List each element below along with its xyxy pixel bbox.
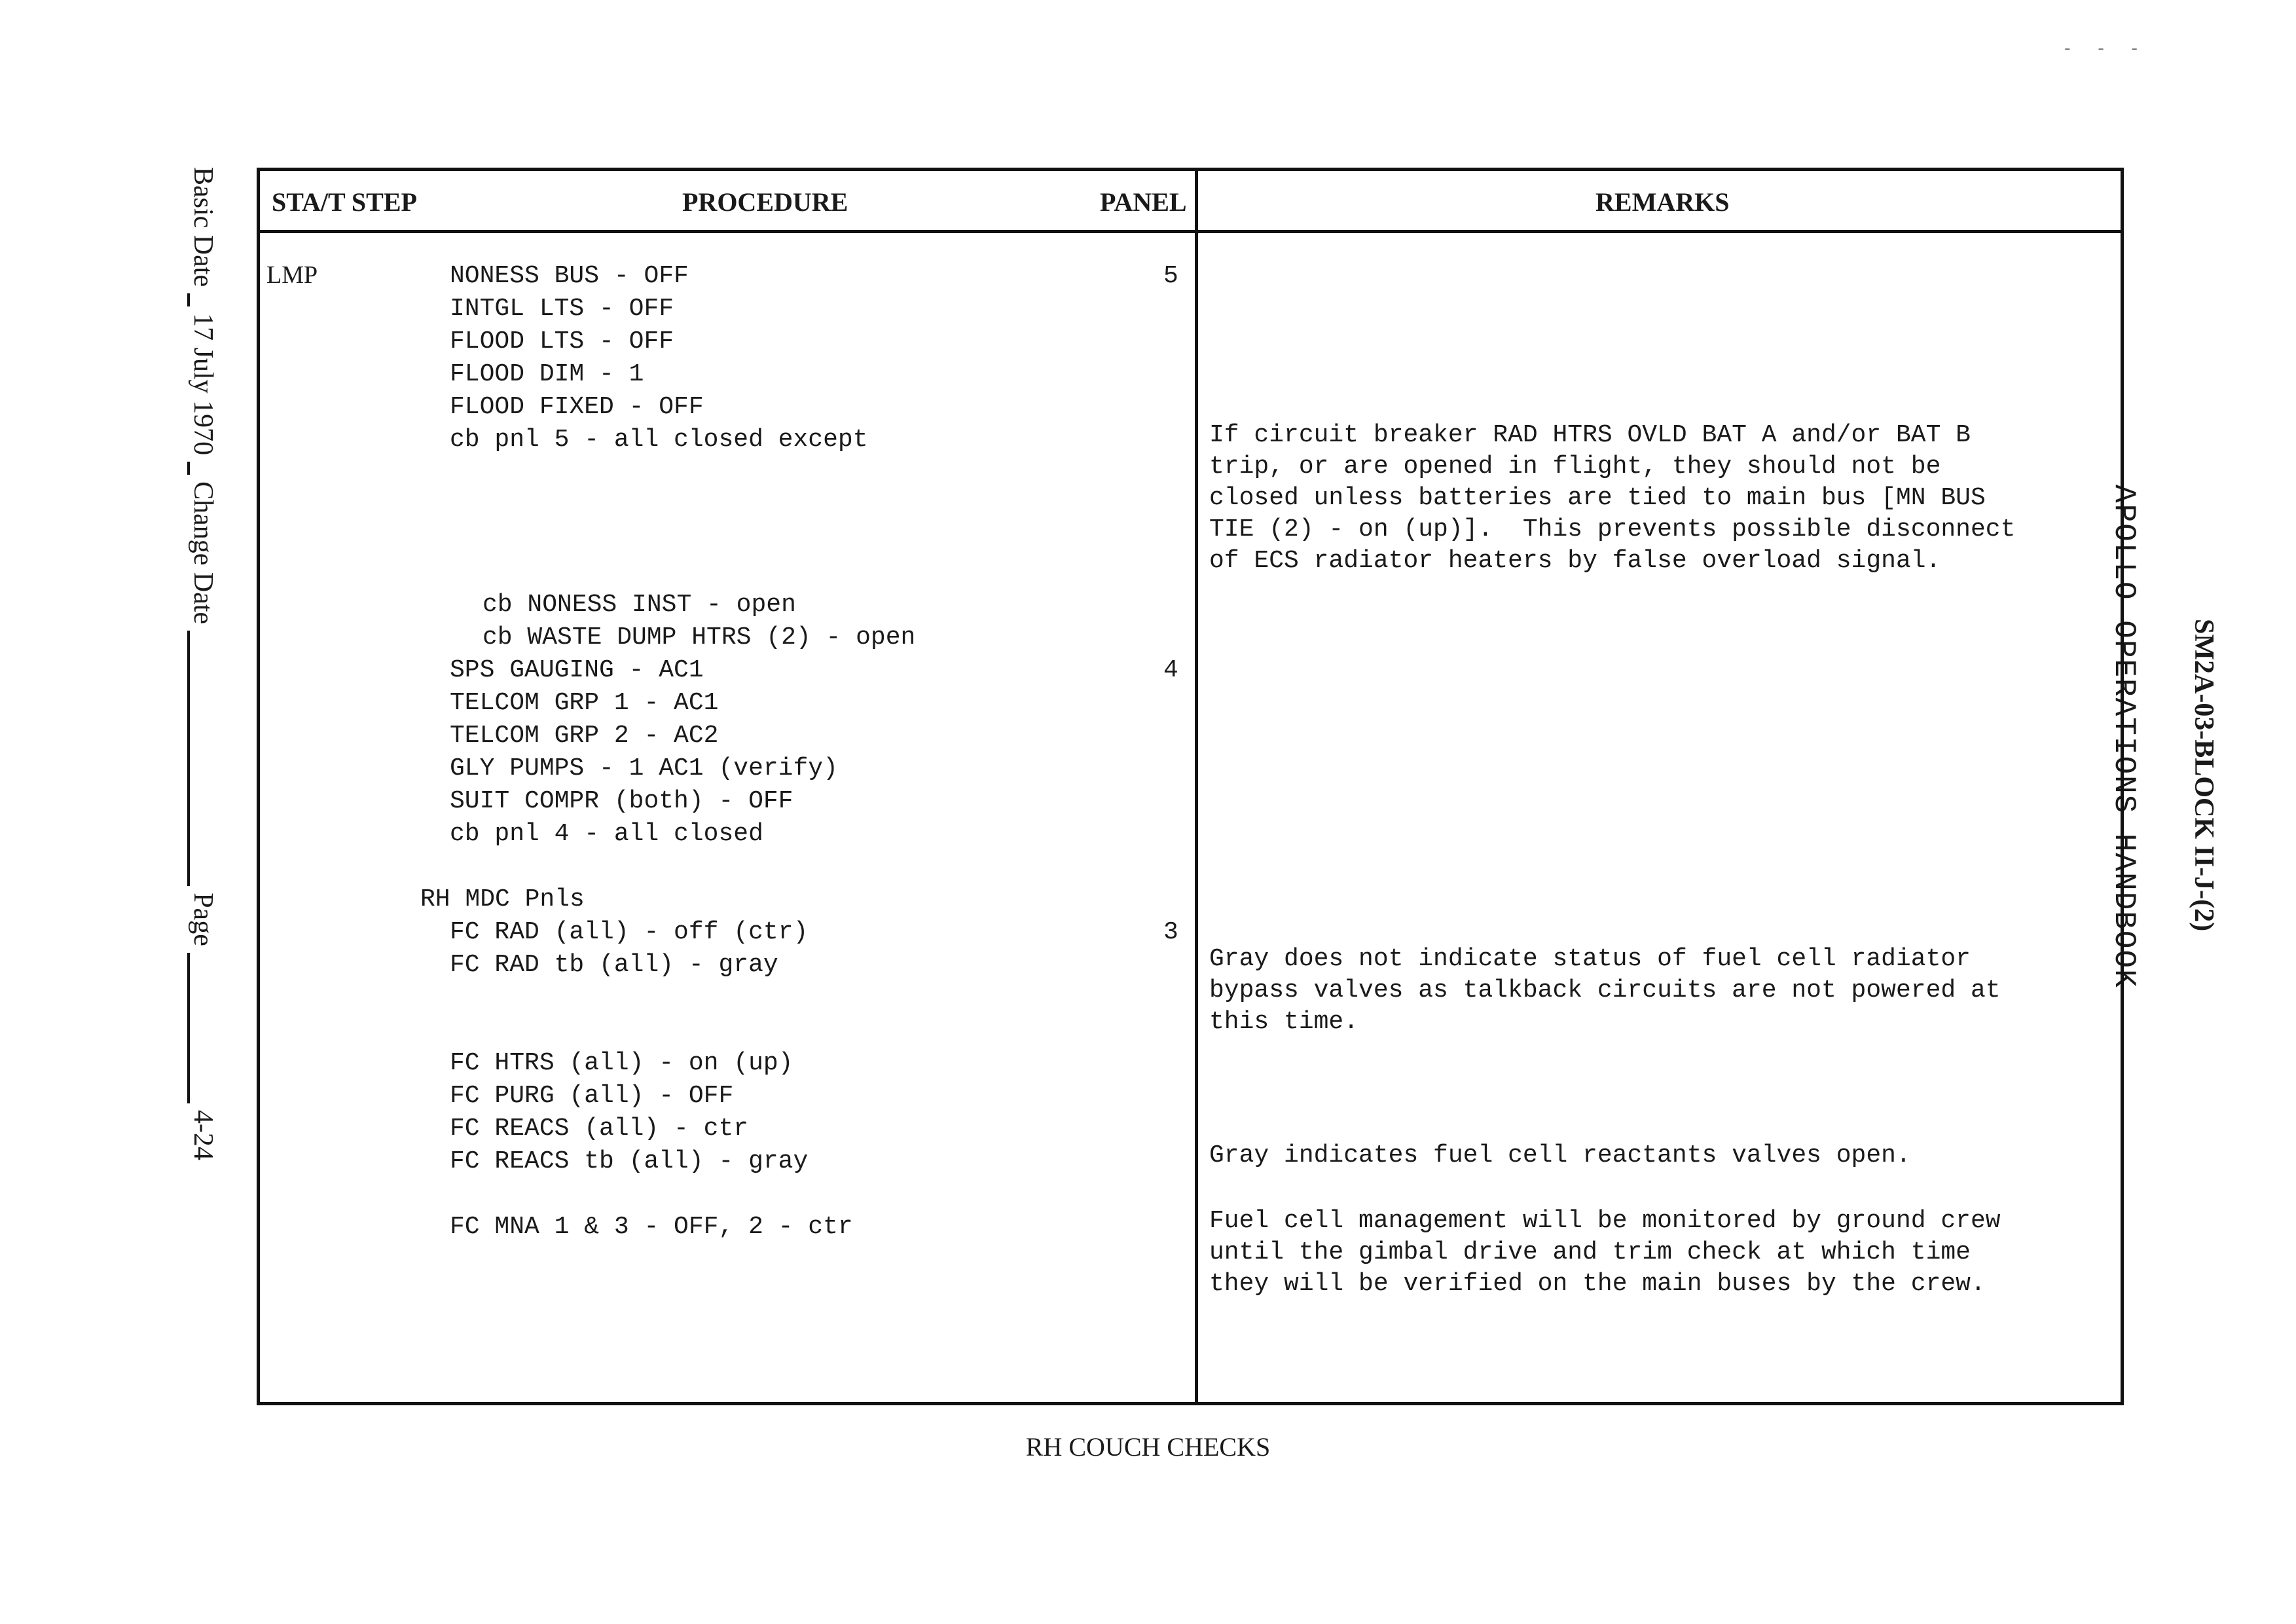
- procedure-line: FLOOD LTS - OFF: [450, 327, 674, 356]
- procedure-line: cb NONESS INST - open: [483, 591, 796, 619]
- header-procedure: PROCEDURE: [682, 187, 848, 217]
- handbook-title: APOLLO OPERATIONS HANDBOOK: [2107, 485, 2141, 989]
- procedure-line: FC MNA 1 & 3 - OFF, 2 - ctr: [450, 1213, 853, 1241]
- procedure-line: FC REACS tb (all) - gray: [450, 1147, 809, 1175]
- procedure-line: GLY PUMPS - 1 AC1 (verify): [450, 754, 838, 783]
- procedure-line: FC RAD tb (all) - gray: [450, 951, 778, 979]
- basic-date-rule: [187, 293, 219, 306]
- header-remarks: REMARKS: [1595, 187, 1730, 217]
- change-date-label: Change Date: [188, 481, 218, 625]
- procedure-line: cb pnl 5 - all closed except: [450, 426, 868, 454]
- procedure-line: INTGL LTS - OFF: [450, 295, 674, 323]
- remark-text: Gray indicates fuel cell reactants valves open.: [1209, 1141, 1911, 1170]
- station-label: LMP: [266, 261, 318, 289]
- procedure-line: NONESS BUS - OFF: [450, 262, 689, 290]
- basic-date-rule-end: [187, 462, 219, 475]
- procedure-section-heading: RH MDC Pnls: [420, 885, 585, 913]
- procedure-line: SUIT COMPR (both) - OFF: [450, 787, 793, 815]
- remark-text: Gray does not indicate status of fuel cell radiator bypass valves as talkback circuits are not powered at this time.: [1209, 945, 2001, 1036]
- page-label: Page: [188, 893, 218, 946]
- panel-number: 5: [1163, 262, 1178, 290]
- procedure-line: cb pnl 4 - all closed: [450, 820, 763, 848]
- footer-caption: RH COUCH CHECKS: [1025, 1432, 1271, 1462]
- procedure-line: FC RAD (all) - off (ctr): [450, 918, 809, 946]
- procedure-line: FLOOD FIXED - OFF: [450, 393, 704, 421]
- date-margin-strip: [177, 167, 229, 1405]
- panel-number: 4: [1163, 656, 1178, 684]
- header-sta-step: STA/T STEP: [272, 187, 417, 217]
- procedure-line: TELCOM GRP 2 - AC2: [450, 722, 719, 750]
- document-number: SM2A-03-BLOCK II-J-(2): [2189, 619, 2219, 932]
- remark-text: If circuit breaker RAD HTRS OVLD BAT A and/or BAT B trip, or are opened in flight, they should not be closed unless batteries are tied to main bus [MN BUS TIE (2) - on (up)]. This prevents possible disconnect of ECS radiator heaters by false overload signal.: [1209, 421, 2016, 575]
- procedure-line: FLOOD DIM - 1: [450, 360, 644, 388]
- procedure-line: FC PURG (all) - OFF: [450, 1082, 734, 1110]
- procedure-line: SPS GAUGING - AC1: [450, 656, 704, 684]
- page-rule: [187, 953, 219, 1103]
- panel-number: 3: [1163, 918, 1178, 946]
- basic-date-label: Basic Date: [188, 167, 218, 287]
- change-date-rule: [187, 631, 219, 886]
- basic-date-value: 17 July 1970: [188, 313, 218, 456]
- procedure-line: FC REACS (all) - ctr: [450, 1115, 749, 1143]
- header-panel: PANEL: [1100, 187, 1187, 217]
- top-marks: - - -: [2062, 39, 2147, 59]
- page-number: 4-24: [188, 1109, 218, 1160]
- column-divider: [1195, 171, 1198, 1402]
- procedure-line: TELCOM GRP 1 - AC1: [450, 689, 719, 717]
- procedure-table: [257, 168, 2124, 1405]
- header-divider: [260, 230, 2121, 233]
- procedure-line: cb WASTE DUMP HTRS (2) - open: [483, 623, 916, 652]
- remark-text: Fuel cell management will be monitored by ground crew until the gimbal drive and trim check at which time they will be verified on the main buses by the crew.: [1209, 1207, 2001, 1298]
- procedure-line: FC HTRS (all) - on (up): [450, 1049, 793, 1077]
